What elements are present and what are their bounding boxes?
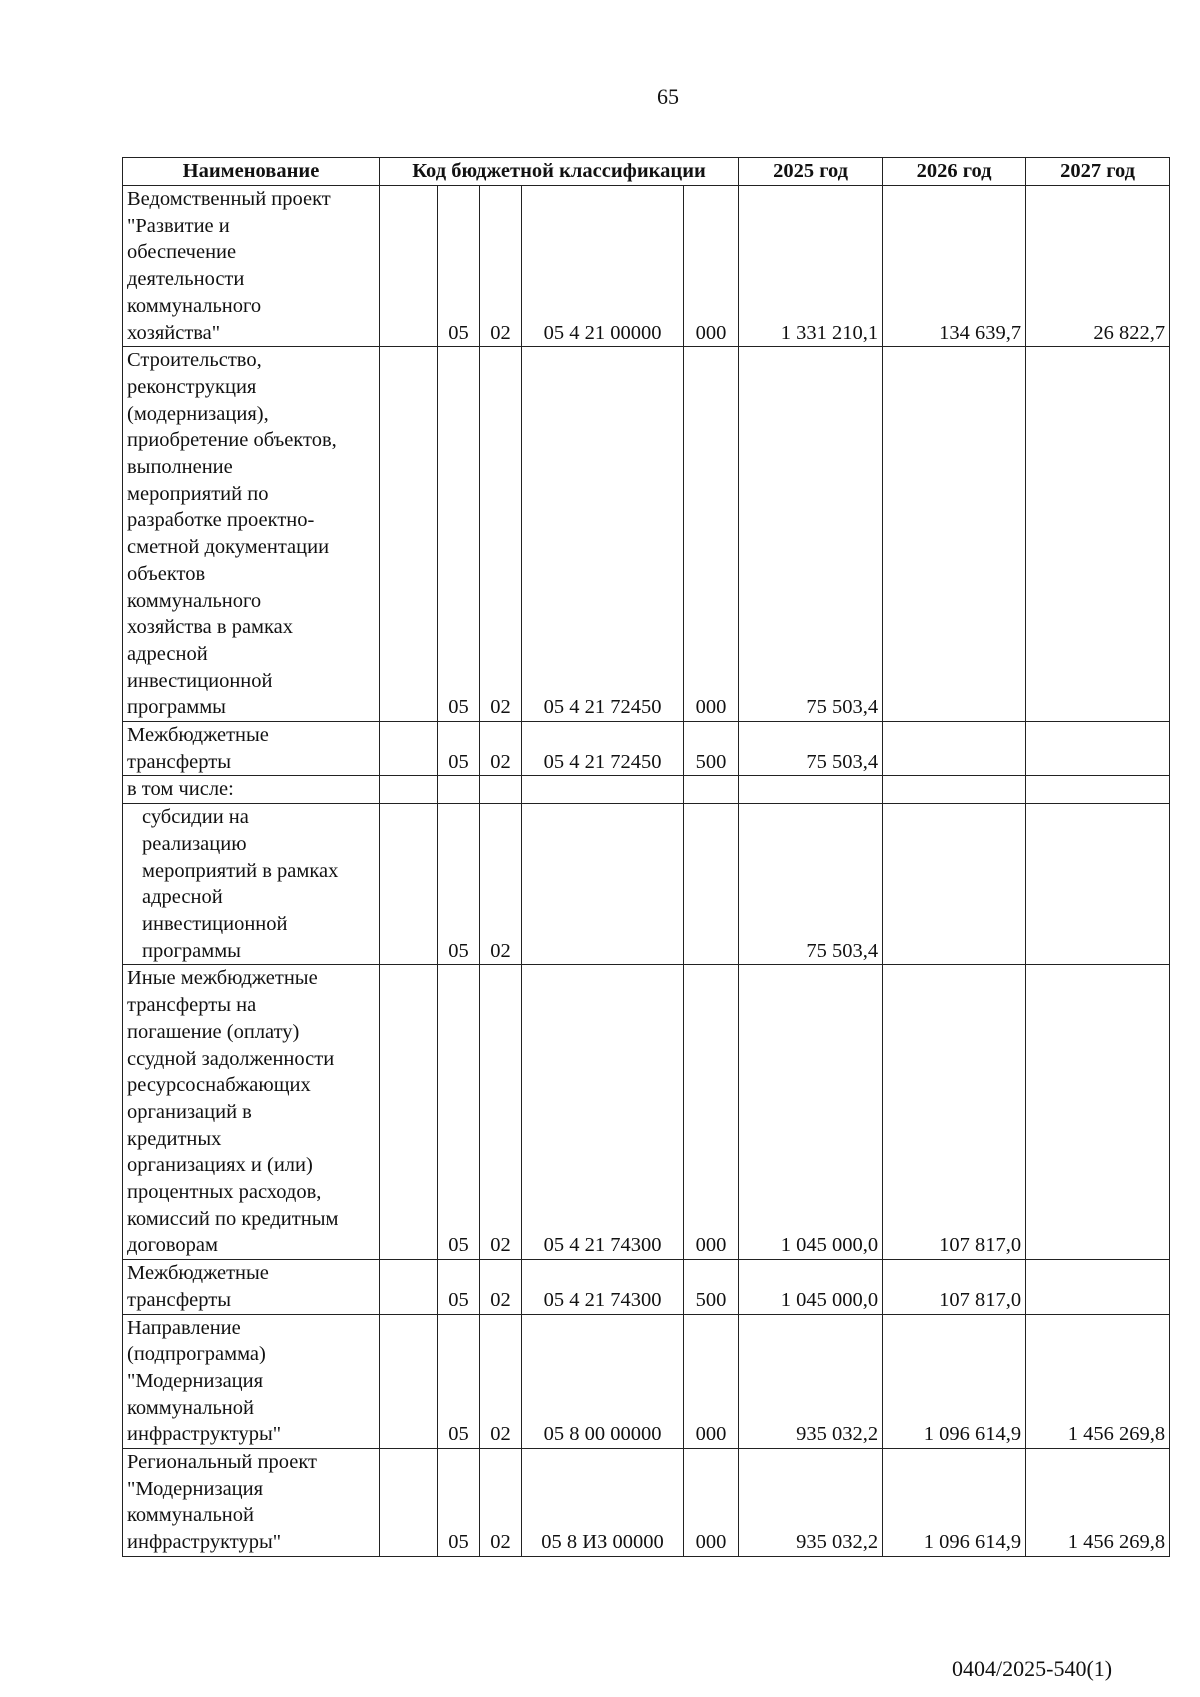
page-number: 65 (657, 84, 679, 109)
row-amount-2025: 1 045 000,0 (739, 1260, 883, 1314)
row-amount-2025: 1 045 000,0 (739, 965, 883, 1260)
row-expense-type-code: 000 (684, 1314, 739, 1449)
row-expense-type-code: 000 (684, 965, 739, 1260)
row-blank-cell (380, 186, 438, 347)
row-blank-cell (380, 347, 438, 722)
row-amount-2027: 1 456 269,8 (1026, 1449, 1170, 1557)
table-header-row (123, 158, 1170, 186)
row-blank-cell (380, 965, 438, 1260)
budget-table (122, 157, 1170, 1557)
row-amount-2027 (1026, 965, 1170, 1260)
row-amount-2026 (883, 804, 1026, 965)
row-amount-2026: 1 096 614,9 (883, 1449, 1026, 1557)
table-row (123, 776, 1170, 804)
row-expense-type-code: 500 (684, 1260, 739, 1314)
row-subsection-code: 02 (480, 1314, 522, 1449)
row-expense-type-code: 000 (684, 1449, 739, 1557)
row-section-code: 05 (438, 722, 480, 776)
row-target-code (522, 776, 684, 804)
row-amount-2025: 75 503,4 (739, 804, 883, 965)
row-target-code: 05 4 21 72450 (522, 722, 684, 776)
row-amount-2027 (1026, 804, 1170, 965)
row-name-cell: субсидии на реализацию мероприятий в рамках адресной инвестиционной программы (123, 804, 380, 965)
row-subsection-code: 02 (480, 722, 522, 776)
row-subsection-code: 02 (480, 1260, 522, 1314)
row-amount-2027: 1 456 269,8 (1026, 1314, 1170, 1449)
row-section-code: 05 (438, 1260, 480, 1314)
row-target-code: 05 4 21 72450 (522, 347, 684, 722)
row-subsection-code: 02 (480, 804, 522, 965)
row-name-cell: Региональный проект "Модернизация коммунальной инфраструктуры" (123, 1449, 380, 1557)
row-amount-2025: 935 032,2 (739, 1449, 883, 1557)
table-row (123, 1260, 1170, 1314)
row-section-code: 05 (438, 1314, 480, 1449)
row-name-cell: Межбюджетные трансферты (123, 1260, 380, 1314)
row-subsection-code: 02 (480, 347, 522, 722)
row-amount-2026 (883, 347, 1026, 722)
row-amount-2026 (883, 722, 1026, 776)
row-name-cell: в том числе: (123, 776, 380, 804)
row-blank-cell (380, 722, 438, 776)
table-row (123, 722, 1170, 776)
row-amount-2026: 107 817,0 (883, 965, 1026, 1260)
row-blank-cell (380, 804, 438, 965)
row-blank-cell (380, 776, 438, 804)
row-target-code (522, 804, 684, 965)
row-amount-2026: 134 639,7 (883, 186, 1026, 347)
table-row (123, 1449, 1170, 1557)
row-expense-type-code (684, 776, 739, 804)
header-2027: 2027 год (1026, 158, 1170, 186)
row-amount-2027 (1026, 1260, 1170, 1314)
table-body (123, 186, 1170, 1557)
row-name-cell: Межбюджетные трансферты (123, 722, 380, 776)
table-row (123, 186, 1170, 347)
header-2025: 2025 год (739, 158, 883, 186)
row-blank-cell (380, 1314, 438, 1449)
row-expense-type-code: 000 (684, 347, 739, 722)
row-blank-cell (380, 1449, 438, 1557)
row-name-cell: Направление (подпрограмма) "Модернизация коммунальной инфраструктуры" (123, 1314, 380, 1449)
row-amount-2025 (739, 776, 883, 804)
row-amount-2027: 26 822,7 (1026, 186, 1170, 347)
row-subsection-code: 02 (480, 1449, 522, 1557)
row-expense-type-code: 000 (684, 186, 739, 347)
header-name: Наименование (123, 158, 380, 186)
row-section-code: 05 (438, 1449, 480, 1557)
row-section-code: 05 (438, 186, 480, 347)
row-section-code: 05 (438, 965, 480, 1260)
row-amount-2025: 75 503,4 (739, 722, 883, 776)
row-amount-2027 (1026, 776, 1170, 804)
row-amount-2025: 75 503,4 (739, 347, 883, 722)
row-target-code: 05 4 21 74300 (522, 965, 684, 1260)
row-subsection-code: 02 (480, 965, 522, 1260)
row-expense-type-code: 500 (684, 722, 739, 776)
row-amount-2025: 935 032,2 (739, 1314, 883, 1449)
row-amount-2027 (1026, 722, 1170, 776)
header-2026: 2026 год (883, 158, 1026, 186)
row-section-code: 05 (438, 804, 480, 965)
row-expense-type-code (684, 804, 739, 965)
row-section-code (438, 776, 480, 804)
row-subsection-code: 02 (480, 186, 522, 347)
row-amount-2025: 1 331 210,1 (739, 186, 883, 347)
row-subsection-code (480, 776, 522, 804)
table-row (123, 1314, 1170, 1449)
row-target-code: 05 4 21 00000 (522, 186, 684, 347)
row-amount-2026 (883, 776, 1026, 804)
table-row (123, 347, 1170, 722)
row-name-cell: Строительство, реконструкция (модернизация), приобретение объектов, выполнение мероприятий по разработке проектно- сметной документации объектов коммунального хозяйства в рамках адресной инвестиционной программы (123, 347, 380, 722)
document-code: 0404/2025-540(1) (952, 1656, 1113, 1681)
row-target-code: 05 8 00 00000 (522, 1314, 684, 1449)
header-code: Код бюджетной классификации (380, 158, 739, 186)
row-blank-cell (380, 1260, 438, 1314)
row-name-cell: Ведомственный проект "Развитие и обеспечение деятельности коммунального хозяйства" (123, 186, 380, 347)
row-amount-2026: 1 096 614,9 (883, 1314, 1026, 1449)
row-amount-2026: 107 817,0 (883, 1260, 1026, 1314)
row-target-code: 05 8 ИЗ 00000 (522, 1449, 684, 1557)
row-amount-2027 (1026, 347, 1170, 722)
row-name-cell: Иные межбюджетные трансферты на погашение (оплату) ссудной задолженности ресурсоснабжающих организаций в кредитных организациях и (или) процентных расходов, комиссий по кредитным договорам (123, 965, 380, 1260)
row-section-code: 05 (438, 347, 480, 722)
table-row (123, 804, 1170, 965)
row-target-code: 05 4 21 74300 (522, 1260, 684, 1314)
table-row (123, 965, 1170, 1260)
